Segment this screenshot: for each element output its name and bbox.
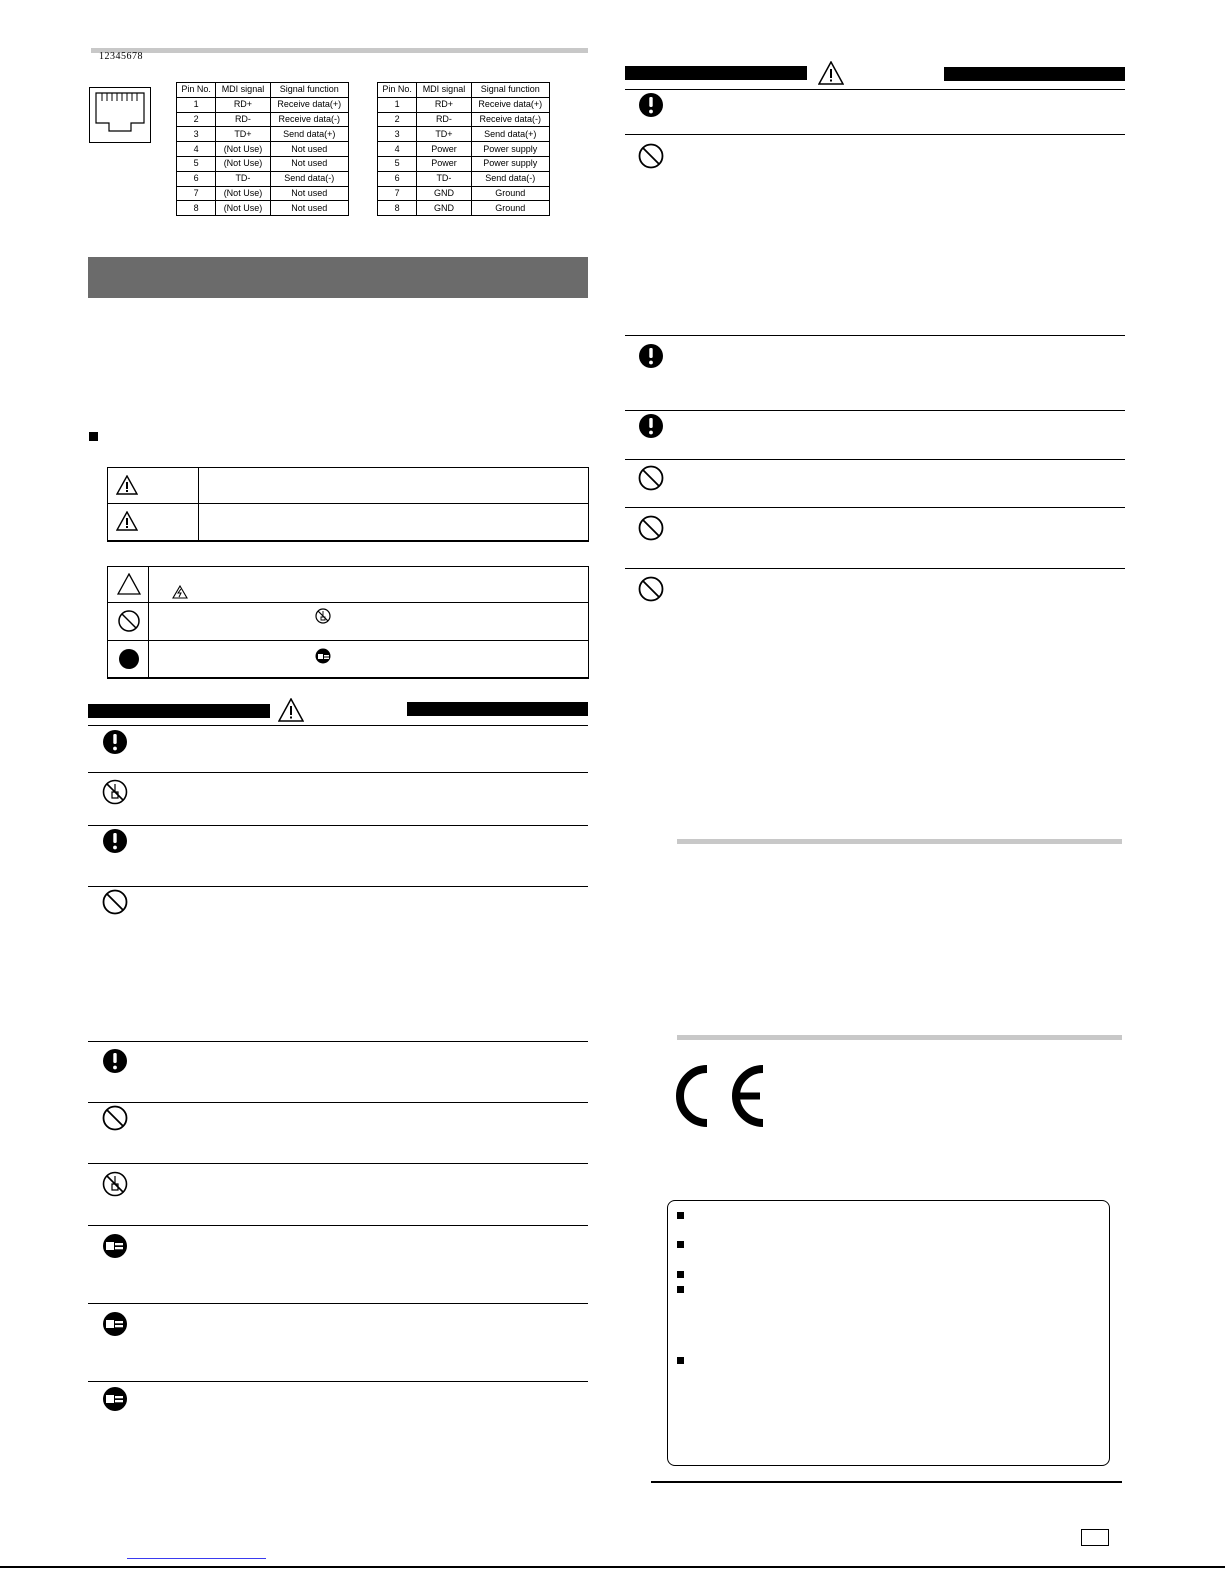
table-row — [177, 186, 349, 201]
divider — [88, 1225, 588, 1226]
rj45-connector-diagram — [89, 51, 151, 143]
square-bullet — [677, 1357, 684, 1364]
table-cell: TD+ — [216, 127, 270, 142]
prohibited-circle-icon — [638, 465, 664, 491]
table-cell: 6 — [177, 171, 216, 186]
warning-header-bar-right — [407, 702, 588, 716]
divider — [88, 825, 588, 826]
warning-header-bar-right — [944, 67, 1125, 81]
table-header-row — [177, 83, 349, 98]
table-cell: Ground — [471, 186, 549, 201]
exclamation-circle-icon — [102, 1048, 128, 1074]
unplug-icon — [315, 648, 331, 664]
no-disassembly-icon — [102, 1171, 128, 1197]
pin-assignment-table-left — [176, 82, 349, 216]
section-header-bar — [88, 257, 588, 298]
prohibited-circle-icon — [638, 576, 664, 602]
divider — [625, 134, 1125, 135]
table-cell: Power supply — [471, 156, 549, 171]
table-row — [177, 112, 349, 127]
exclamation-circle-icon — [638, 92, 664, 118]
symbol-legend — [107, 566, 589, 679]
prohibited-circle-icon — [638, 143, 664, 169]
table-cell: 8 — [378, 201, 417, 216]
divider — [625, 335, 1125, 336]
column-header: MDI signal — [417, 83, 471, 98]
table-cell: 7 — [378, 186, 417, 201]
ce-mark-icon — [676, 1063, 768, 1129]
prohibited-circle-icon — [102, 1105, 128, 1131]
exclamation-circle-icon — [638, 343, 664, 369]
pin-assignment-table-right — [377, 82, 550, 216]
column-header: Signal function — [270, 83, 348, 98]
divider — [88, 1303, 588, 1304]
unplug-icon — [102, 1311, 128, 1337]
column-header: Signal function — [471, 83, 549, 98]
table-cell: RD- — [417, 112, 471, 127]
table-cell: (Not Use) — [216, 186, 270, 201]
hyperlink-underline[interactable] — [127, 1558, 266, 1559]
table-cell: Receive data(+) — [270, 97, 348, 112]
table-row — [378, 142, 550, 157]
table-cell: 2 — [177, 112, 216, 127]
table-cell: Power — [417, 156, 471, 171]
divider — [88, 725, 588, 726]
page-number-box — [1081, 1529, 1109, 1546]
section-rule — [91, 48, 588, 53]
divider — [88, 772, 588, 773]
table-cell: 5 — [177, 156, 216, 171]
table-cell: 7 — [177, 186, 216, 201]
section-rule — [677, 839, 1122, 844]
table-cell: 4 — [177, 142, 216, 157]
square-bullet — [677, 1271, 684, 1278]
table-row — [378, 97, 550, 112]
table-row — [177, 142, 349, 157]
connector-pin-numbers: 12345678 — [99, 51, 143, 62]
table-cell: 6 — [378, 171, 417, 186]
exclamation-circle-icon — [102, 729, 128, 755]
electric-shock-icon — [172, 585, 188, 599]
table-cell: Receive data(-) — [471, 112, 549, 127]
table-cell: (Not Use) — [216, 201, 270, 216]
square-bullet — [677, 1286, 684, 1293]
table-cell: 2 — [378, 112, 417, 127]
notes-box — [667, 1200, 1110, 1466]
table-cell: 1 — [177, 97, 216, 112]
divider — [88, 1381, 588, 1382]
table-header-row — [378, 83, 550, 98]
warning-triangle-icon — [116, 475, 138, 495]
table-cell: 8 — [177, 201, 216, 216]
table-cell: Not used — [270, 186, 348, 201]
exclamation-circle-icon — [102, 828, 128, 854]
table-cell: Send data(+) — [270, 127, 348, 142]
table-cell: TD- — [417, 171, 471, 186]
table-row — [378, 112, 550, 127]
table-cell: Receive data(+) — [471, 97, 549, 112]
table-row — [177, 127, 349, 142]
table-cell: 1 — [378, 97, 417, 112]
table-cell: (Not Use) — [216, 142, 270, 157]
divider — [625, 568, 1125, 569]
unplug-icon — [102, 1386, 128, 1412]
table-cell: Power — [417, 142, 471, 157]
no-disassembly-icon — [315, 608, 331, 624]
warning-header-bar-left — [88, 704, 270, 718]
table-cell: Receive data(-) — [270, 112, 348, 127]
table-cell: Power supply — [471, 142, 549, 157]
column-header: Pin No. — [177, 83, 216, 98]
warning-triangle-icon — [278, 698, 304, 722]
column-header: MDI signal — [216, 83, 270, 98]
divider — [625, 507, 1125, 508]
column-header: Pin No. — [378, 83, 417, 98]
divider — [88, 1041, 588, 1042]
divider — [625, 89, 1125, 90]
mandatory-action-icon — [118, 648, 140, 670]
prohibited-circle-icon — [117, 609, 141, 633]
table-cell: RD- — [216, 112, 270, 127]
table-cell: GND — [417, 186, 471, 201]
square-bullet — [677, 1241, 684, 1248]
signal-word-legend — [107, 467, 589, 542]
table-cell: Send data(-) — [270, 171, 348, 186]
table-row — [177, 201, 349, 216]
attention-triangle-icon — [117, 573, 141, 595]
table-cell: 3 — [378, 127, 417, 142]
table-cell: 5 — [378, 156, 417, 171]
divider — [88, 1163, 588, 1164]
table-row — [378, 127, 550, 142]
table-cell: Not used — [270, 201, 348, 216]
page-bottom-edge — [0, 1566, 1225, 1568]
divider — [88, 1102, 588, 1103]
table-row — [177, 171, 349, 186]
table-cell: Not used — [270, 156, 348, 171]
table-row — [177, 97, 349, 112]
square-bullet — [677, 1212, 684, 1219]
table-row — [177, 156, 349, 171]
no-disassembly-icon — [102, 779, 128, 805]
warning-triangle-icon — [818, 61, 844, 85]
divider — [625, 410, 1125, 411]
square-bullet — [89, 432, 98, 441]
table-cell: RD+ — [417, 97, 471, 112]
section-rule — [677, 1035, 1122, 1040]
prohibited-circle-icon — [102, 889, 128, 915]
caution-triangle-icon — [116, 511, 138, 531]
table-cell: Ground — [471, 201, 549, 216]
table-row — [378, 171, 550, 186]
rj45-jack-icon — [89, 87, 151, 143]
unplug-icon — [102, 1233, 128, 1259]
divider — [625, 459, 1125, 460]
table-cell: RD+ — [216, 97, 270, 112]
footer-rule — [651, 1481, 1122, 1483]
table-row — [378, 201, 550, 216]
table-cell: 4 — [378, 142, 417, 157]
table-cell: Send data(-) — [471, 171, 549, 186]
divider — [88, 886, 588, 887]
warning-header-bar-left — [625, 66, 807, 80]
table-cell: GND — [417, 201, 471, 216]
exclamation-circle-icon — [638, 413, 664, 439]
prohibited-circle-icon — [638, 515, 664, 541]
table-cell: TD+ — [417, 127, 471, 142]
table-row — [378, 186, 550, 201]
table-cell: Send data(+) — [471, 127, 549, 142]
table-cell: TD- — [216, 171, 270, 186]
table-cell: (Not Use) — [216, 156, 270, 171]
table-cell: 3 — [177, 127, 216, 142]
table-cell: Not used — [270, 142, 348, 157]
table-row — [378, 156, 550, 171]
